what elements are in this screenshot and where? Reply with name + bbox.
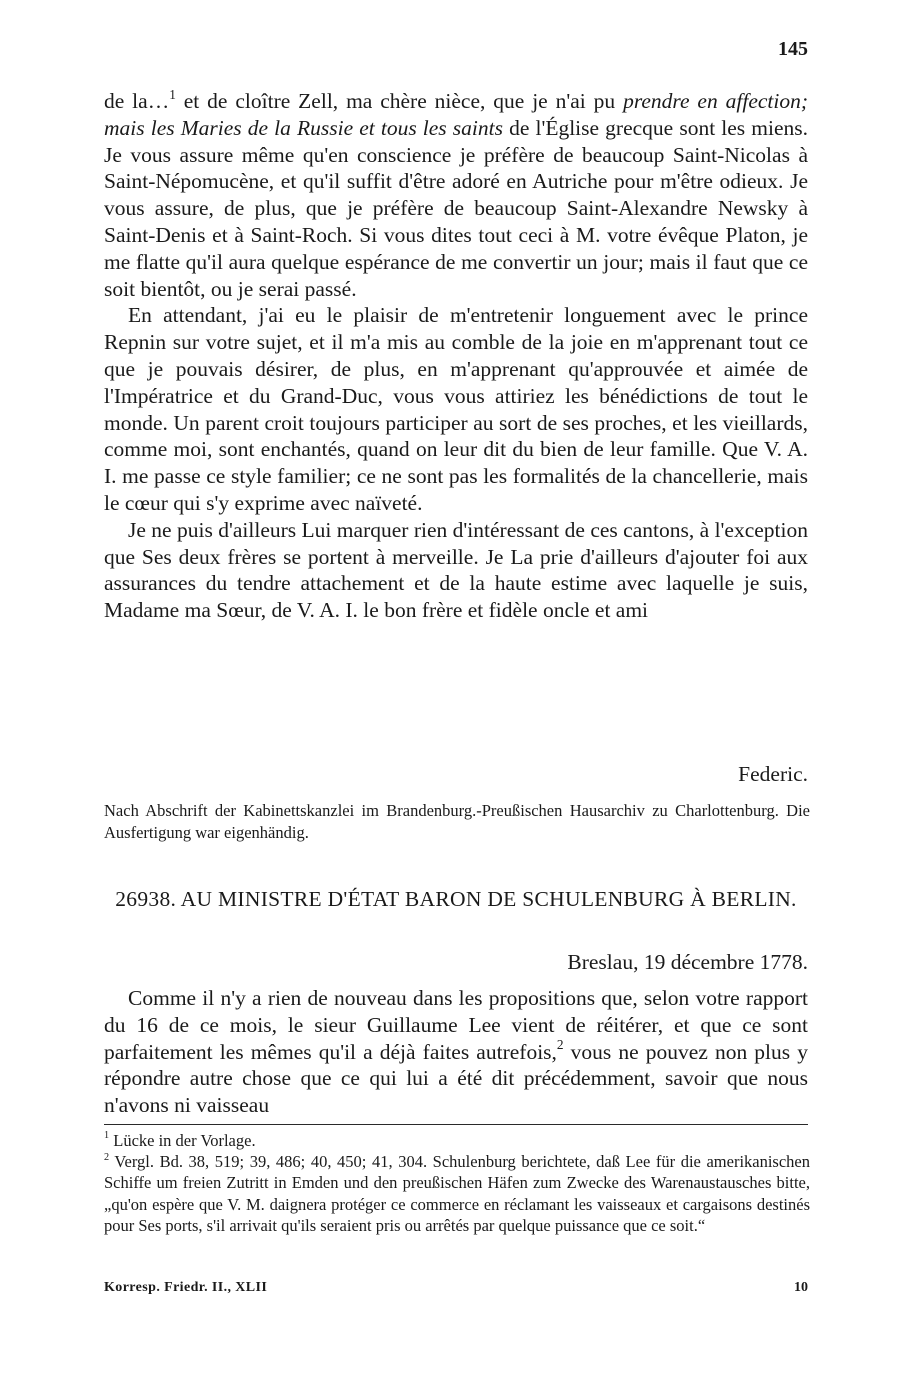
footnote-1 (104, 1130, 810, 1151)
footer-sheet-number: 10 (794, 1280, 808, 1295)
source-note: Nach Abschrift der Kabinettskanzlei im Brandenburg.-Preußischen Hausarchiv zu Charlottenburg. Die Ausfertigung war eigenhändig. (104, 801, 810, 842)
paragraph-1-text: et de cloître Zell, ma chère nièce, que je n'ai pu (175, 89, 624, 113)
signature: Federic. (738, 762, 808, 786)
paragraph-1-start: de la… (104, 89, 170, 113)
footnote-text: Lücke in der Vorlage. (109, 1131, 256, 1150)
footnote-ref-1: 1 (169, 86, 176, 102)
footnote-2 (104, 1151, 810, 1236)
paragraph-3: Je ne puis d'ailleurs Lui marquer rien d'intéressant de ces cantons, à l'exception que Ses deux frères se portent à merveille. Je La prie d'ailleurs d'ajouter foi aux assurances du tendre attachement et de la haute estime avec laquelle je suis, Madame ma Sœur, de V. A. I. le bon frère et fidèle oncle et ami (104, 517, 808, 623)
paragraph-1-italic: prendre en affection; mais les Maries de la Russie et tous les saints (104, 89, 809, 140)
footer-signature-mark: Korresp. Friedr. II., XLII (104, 1280, 268, 1295)
footnote-divider (104, 1124, 808, 1125)
paragraph-2: En attendant, j'ai eu le plaisir de m'entretenir longuement avec le prince Repnin sur votre sujet, et il m'a mis au comble de la joie en m'apprenant tout ce que je pouvais désirer, de plus, en m'apprenant qu'approuvée et aimée de l'Impératrice et du Grand-Duc, vous vous attiriez les bénédictions de tout le monde. Un parent croit toujours participer au sort de ses proches, et les vieillards, comme moi, sont enchantés, quand on leur dit du bien de leur famille. Que V. A. I. me passe ce style familier; ce ne sont pas les formalités de la chancellerie, mais le cœur qui s'y exprime avec naïveté. (104, 303, 808, 515)
footnote-ref-2: 2 (556, 1037, 564, 1053)
letter-body-start: Comme il n'y a rien de nouveau dans les propositions que, selon votre rapport du 16 de ce mois, le sieur Guillaume Lee vient de réitérer, et que ce sont parfaitement les mêmes qu'il a déjà faites autrefois, (104, 986, 808, 1064)
letter-body-rest: vous ne pouvez non plus y répondre autre chose que ce qui lui a été dit précédemment, savoir que nous n'avons ni vaisseau (104, 1039, 808, 1118)
footnote-number: 1 (104, 1130, 110, 1142)
letter-heading: 26938. AU MINISTRE D'ÉTAT BARON DE SCHULENBURG À BERLIN. (115, 887, 797, 911)
paragraph-1-rest: de l'Église grecque sont les miens. Je vous assure même qu'en conscience je préfère de beaucoup Saint-Nicolas à Saint-Népomucène, et qu'il suffit d'être adoré en Autriche pour m'être odieux. Je vous assure, de plus, que je préfère de beaucoup Saint-Alexandre Newsky à Saint-Denis et à Saint-Roch. Si vous dites tout ceci à M. votre évêque Platon, je me flatte qu'il aura quelque espérance de me convertir un jour; mais il faut que ce soit bientôt, ou je serai passé. (104, 115, 808, 301)
page-number: 145 (778, 38, 808, 60)
footnote-text: Vergl. Bd. 38, 519; 39, 486; 40, 450; 41, 304. Schulenburg berichtete, daß Lee für die amerikanischen Schiffe um freien Zutritt in Emden und den preußischen Häfen zum Zwecke des Warenaustausches bitte, „qu'on espère que V. M. daignera protéger ce commerce en réclamant les vaisseaux et cargaisons destinés pour Ses ports, s'il arrivait qu'ils seraient pris ou arrêtés par quelque puissance que ce soit.“ (104, 1152, 810, 1235)
footnote-number: 2 (104, 1151, 110, 1163)
letter-continuation (104, 88, 808, 624)
dateline: Breslau, 19 décembre 1778. (567, 950, 808, 974)
footnotes (104, 1130, 810, 1236)
letter-body (104, 985, 808, 1119)
paragraph-1 (104, 88, 808, 302)
